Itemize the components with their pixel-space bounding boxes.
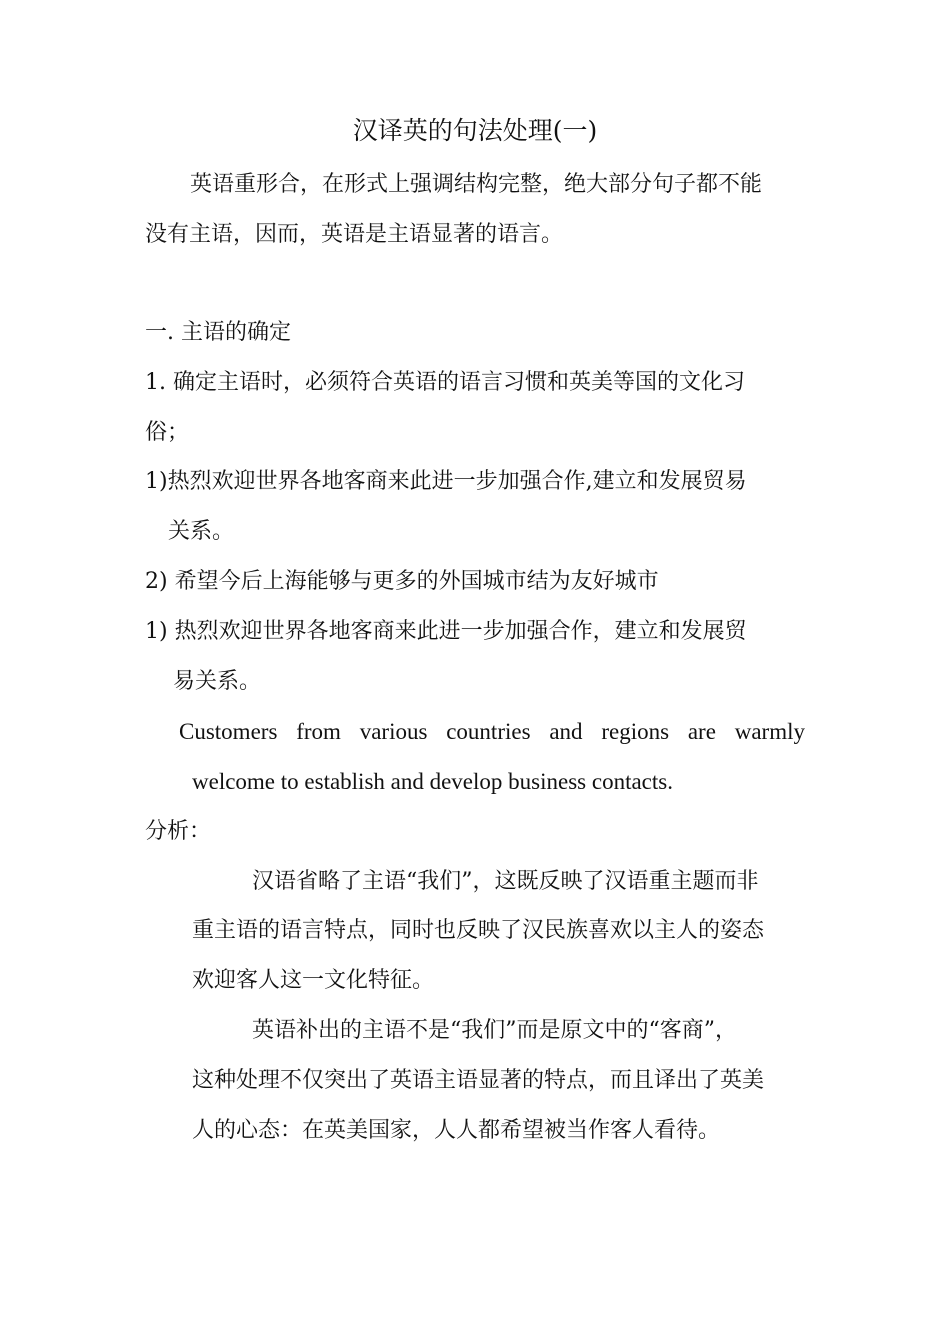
section-heading: 一. 主语的确定 (145, 320, 291, 345)
example-2: 2) 希望今后上海能够与更多的外国城市结为友好城市 (145, 569, 659, 594)
analysis-paragraph-1-line-2: 重主语的语言特点，同时也反映了汉民族喜欢以主人的姿态 (192, 918, 765, 943)
intro-line-2: 没有主语，因而，英语是主语显著的语言。 (145, 222, 564, 247)
example-1b-line-2: 易关系。 (173, 669, 262, 694)
intro-line-1: 英语重形合，在形式上强调结构完整，绝大部分句子都不能 (190, 172, 763, 197)
example-1b-line-1: 1) 热烈欢迎世界各地客商来此进一步加强合作，建立和发展贸 (145, 619, 747, 644)
example-1-line-1: 1)热烈欢迎世界各地客商来此进一步加强合作,建立和发展贸易 (145, 469, 747, 494)
analysis-paragraph-1-line-1: 汉语省略了主语“我们”，这既反映了汉语重主题而非 (252, 869, 759, 894)
translation-line-2: welcome to establish and develop business contacts. (192, 769, 673, 794)
analysis-paragraph-2-line-2: 这种处理不仅突出了英语主语显著的特点，而且译出了英美 (192, 1068, 765, 1093)
example-1-line-2: 关系。 (168, 519, 235, 544)
analysis-paragraph-1-line-3: 欢迎客人这一文化特征。 (192, 968, 435, 993)
analysis-paragraph-2-line-1: 英语补出的主语不是“我们”而是原文中的“客商”， (252, 1018, 737, 1043)
rule-1-line-1: 1. 确定主语时，必须符合英语的语言习惯和英美等国的文化习 (145, 370, 745, 395)
translation-line-1: Customers from various countries and regions are warmly (179, 719, 805, 744)
analysis-label: 分析： (145, 819, 212, 844)
analysis-paragraph-2-line-3: 人的心态：在英美国家，人人都希望被当作客人看待。 (192, 1118, 721, 1143)
document-title: 汉译英的句法处理(一) (352, 116, 598, 145)
rule-1-line-2: 俗； (145, 420, 190, 445)
